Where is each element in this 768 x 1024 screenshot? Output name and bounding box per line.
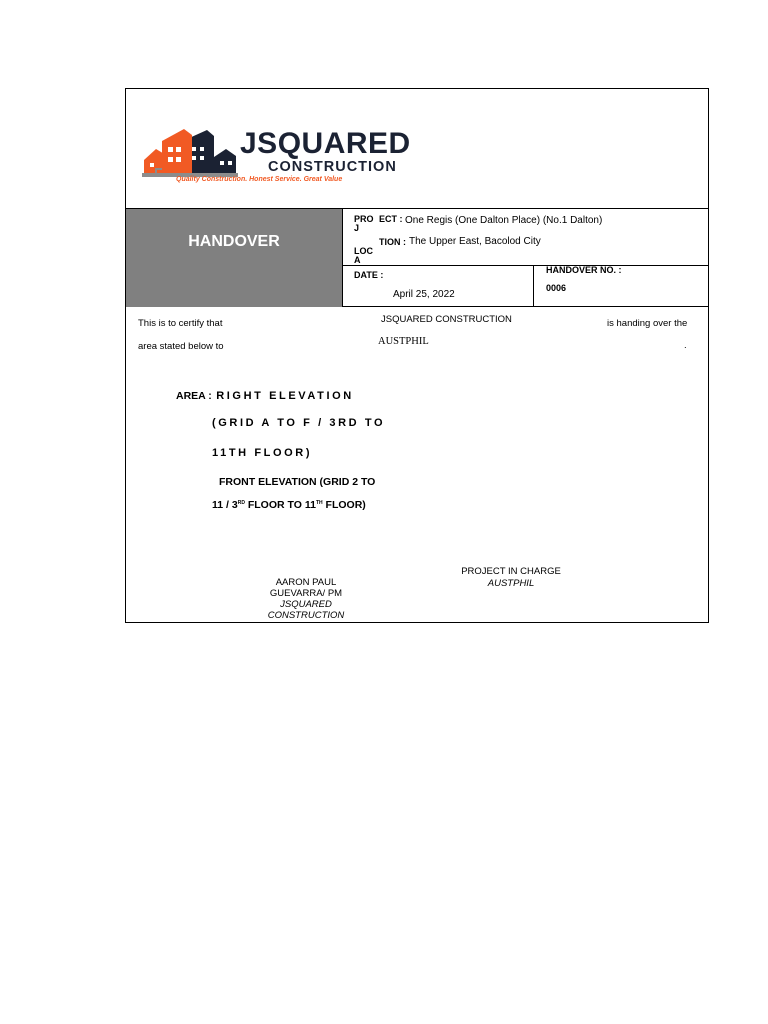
- certify-line1-start: This is to certify that: [138, 318, 223, 329]
- area-line5-sup1: RD: [237, 500, 245, 506]
- handover-no-value: 0006: [546, 283, 567, 293]
- handover-title: HANDOVER: [188, 233, 280, 250]
- certify-recipient: AUSTPHIL: [378, 336, 429, 347]
- area-line5-a: 11 / 3: [212, 499, 238, 511]
- logo-company-name: JSQUARED: [240, 127, 411, 160]
- handover-header: [126, 209, 342, 307]
- handover-document: [125, 88, 709, 623]
- location-value: The Upper East, Bacolod City: [409, 236, 541, 247]
- certify-line2-start: area stated below to: [138, 341, 224, 352]
- left-signatory: [256, 577, 356, 621]
- area-line3: 11TH FLOOR): [212, 447, 313, 459]
- certify-company: JSQUARED CONSTRUCTION: [381, 314, 512, 325]
- date-label: DATE :: [354, 270, 384, 280]
- left-signatory-name2: GUEVARRA/ PM: [269, 588, 343, 599]
- logo-subtitle: CONSTRUCTION: [268, 159, 397, 175]
- project-value: One Regis (One Dalton Place) (No.1 Dalton): [405, 215, 603, 226]
- project-label-left: PRO J: [354, 214, 374, 233]
- company-logo: [142, 119, 452, 189]
- right-signatory-company: AUSTPHIL: [487, 578, 535, 589]
- left-signatory-name1: AARON PAUL: [275, 577, 337, 588]
- project-label-right: ECT :: [379, 214, 403, 224]
- left-signatory-company2: CONSTRUCTION: [267, 610, 345, 621]
- area-line5-b: FLOOR TO 11: [244, 499, 316, 511]
- area-line2: (GRID A TO F / 3RD TO: [212, 417, 386, 429]
- area-label: AREA :: [176, 390, 212, 402]
- right-signatory-role: PROJECT IN CHARGE: [461, 566, 561, 577]
- area-line4: FRONT ELEVATION (GRID 2 TO: [219, 476, 376, 488]
- area-line5-sup2: TH: [315, 500, 323, 506]
- certify-line2-end: .: [684, 340, 687, 351]
- left-signatory-company1: JSQUARED: [280, 599, 332, 610]
- area-line1: [176, 386, 354, 404]
- handover-no-label: HANDOVER NO. :: [546, 265, 622, 275]
- right-signatory: [451, 566, 571, 590]
- area-line5-c: FLOOR): [322, 499, 366, 511]
- logo-tagline: Quality Construction. Honest Service. Great Value: [176, 176, 343, 183]
- location-label-right: TION :: [379, 237, 406, 247]
- certify-line1-end: is handing over the: [607, 318, 688, 329]
- date-value: April 25, 2022: [393, 289, 455, 300]
- area-line5: [212, 499, 366, 511]
- area-right-elevation: RIGHT ELEVATION: [216, 390, 354, 402]
- location-label-left: LOC A: [354, 246, 373, 265]
